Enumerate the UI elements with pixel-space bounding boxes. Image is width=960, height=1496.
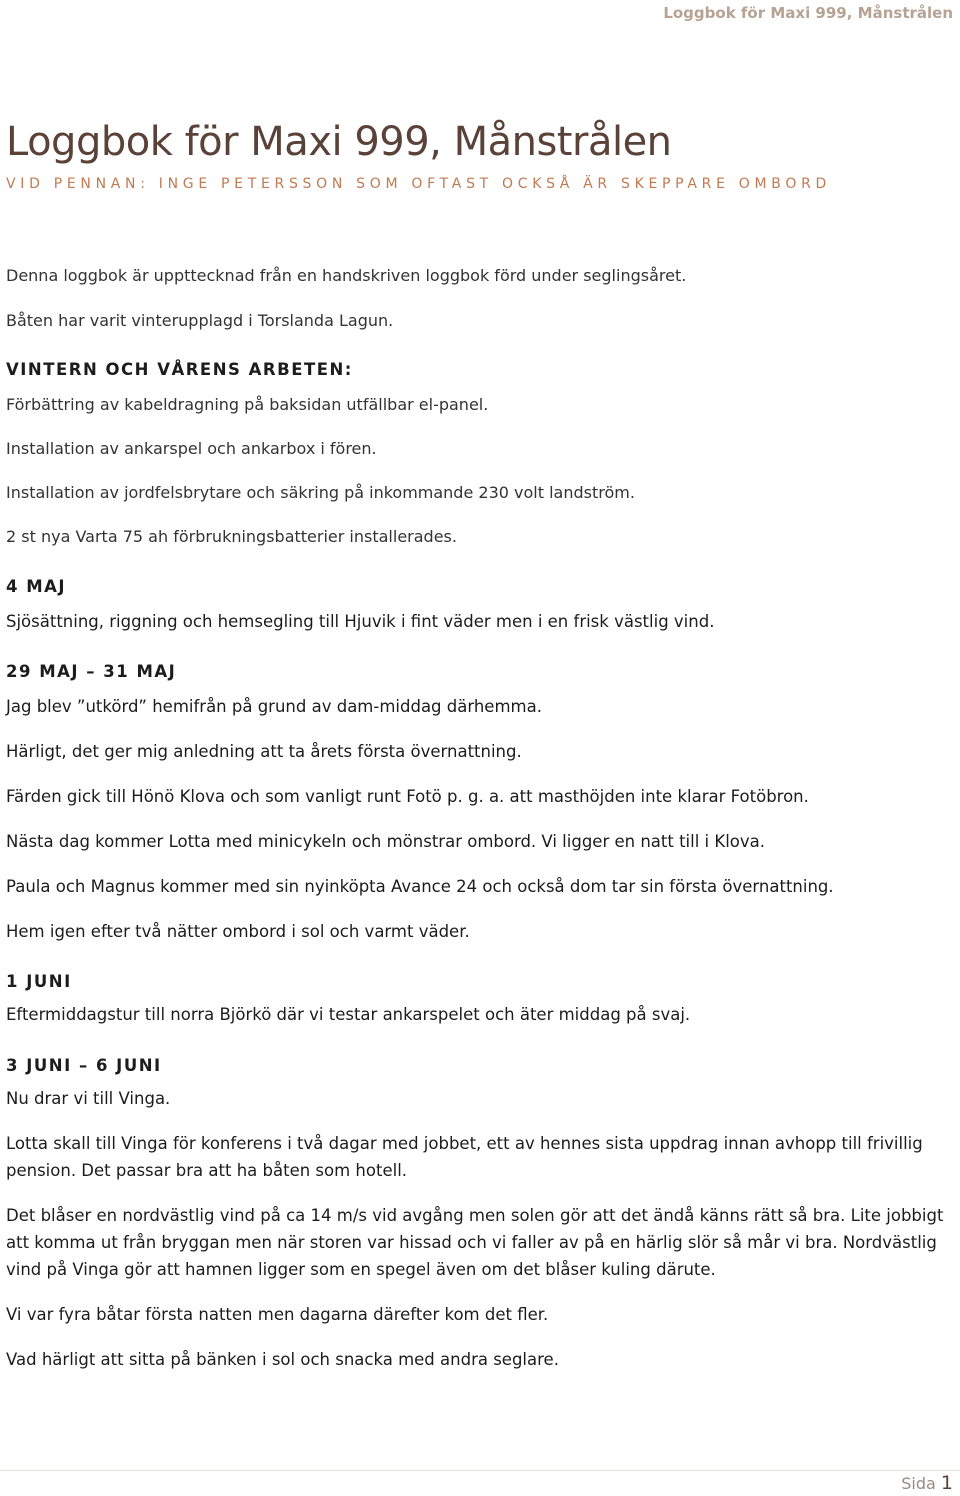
paragraph: Installation av ankarspel och ankarbox i fören.	[6, 439, 377, 458]
paragraph: Nu drar vi till Vinga.	[6, 1089, 171, 1108]
paragraph: Härligt, det ger mig anledning att ta årets första övernattning.	[6, 742, 522, 761]
paragraph: Det blåser en nordvästlig vind på ca 14 m/s vid avgång men solen gör att det ändå känns rätt så bra. Lite jobbigt att komma ut från bryggan men när storen var hissad och vi faller av på en härlig slör så mår vi bra. Nordvästlig vind på Vinga gör att hamnen ligger som en spegel även om det blåser kuling därute.	[6, 1206, 944, 1279]
paragraph: Paula och Magnus kommer med sin nyinköpta Avance 24 och också dom tar sin första övernattning.	[6, 877, 834, 896]
section-heading: VINTERN OCH VÅRENS ARBETEN:	[6, 360, 353, 379]
page-number: 1	[940, 1472, 953, 1494]
intro-line: Denna loggbok är uppttecknad från en handskriven loggbok förd under seglingsåret.	[6, 266, 687, 285]
section-heading: 29 MAJ – 31 MAJ	[6, 662, 177, 681]
paragraph: Eftermiddagstur till norra Björkö där vi testar ankarspelet och äter middag på svaj.	[6, 1005, 691, 1024]
paragraph: Nästa dag kommer Lotta med minicykeln och mönstrar ombord. Vi ligger en natt till i Klova.	[6, 832, 765, 851]
page-subtitle: VID PENNAN: INGE PETERSSON SOM OFTAST OCKSÅ ÄR SKEPPARE OMBORD	[6, 176, 831, 192]
paragraph: Hem igen efter två nätter ombord i sol och varmt väder.	[6, 922, 470, 941]
document-body	[6, 262, 951, 1373]
page-label: Sida	[901, 1474, 936, 1493]
page-title: Loggbok för Maxi 999, Månstrålen	[6, 119, 672, 165]
paragraph: Jag blev ”utkörd” hemifrån på grund av dam-middag därhemma.	[6, 697, 542, 716]
paragraph: 2 st nya Varta 75 ah förbrukningsbatterier installerades.	[6, 527, 457, 546]
paragraph: Vad härligt att sitta på bänken i sol och snacka med andra seglare.	[6, 1350, 559, 1369]
paragraph: Vi var fyra båtar första natten men dagarna därefter kom det fler.	[6, 1305, 549, 1324]
section-heading: 4 MAJ	[6, 577, 67, 596]
paragraph: Förbättring av kabeldragning på baksidan utfällbar el-panel.	[6, 395, 489, 414]
intro-line: Båten har varit vinterupplagd i Torslanda Lagun.	[6, 311, 394, 330]
running-header: Loggbok för Maxi 999, Månstrålen	[663, 4, 953, 22]
paragraph: Sjösättning, riggning och hemsegling till Hjuvik i fint väder men i en frisk västlig vind.	[6, 612, 715, 631]
section-heading: 3 JUNI – 6 JUNI	[6, 1056, 162, 1075]
paragraph: Installation av jordfelsbrytare och säkring på inkommande 230 volt landström.	[6, 483, 635, 502]
footer-divider	[0, 1470, 960, 1471]
page-footer	[901, 1472, 953, 1494]
paragraph: Lotta skall till Vinga för konferens i två dagar med jobbet, ett av hennes sista uppdrag innan avhopp till frivillig pension. Det passar bra att ha båten som hotell.	[6, 1134, 923, 1180]
paragraph: Färden gick till Hönö Klova och som vanligt runt Fotö p. g. a. att masthöjden inte klarar Fotöbron.	[6, 787, 809, 806]
section-heading: 1 JUNI	[6, 972, 72, 991]
